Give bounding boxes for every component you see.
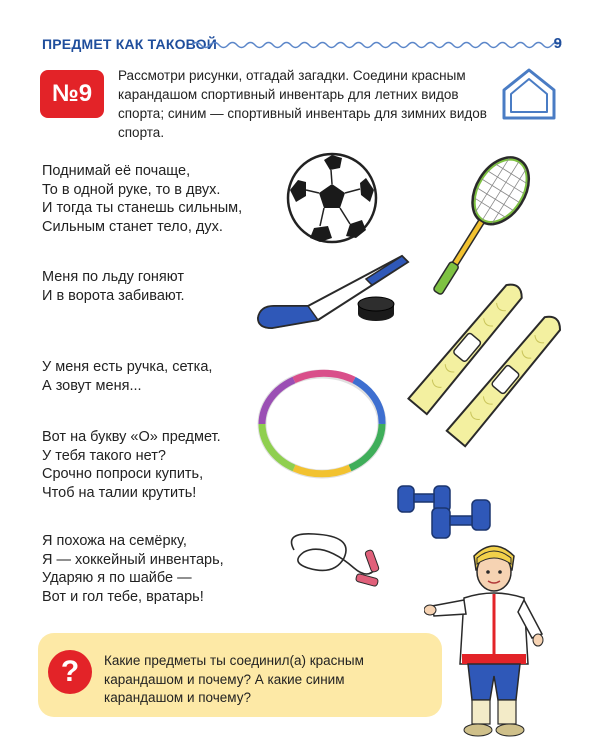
riddle-line: Вот и гол тебе, вратарь! [42,588,204,605]
riddle-line: Поднимай её почаще, [42,163,191,179]
riddle-line: И в ворота забивают. [42,287,185,304]
question-text [104,652,404,708]
riddle-line: Сильным станет тело, дух. [42,218,223,235]
riddle-line: У тебя такого нет? [42,447,166,464]
riddle-line: У меня есть ручка, сетка, [42,359,213,375]
riddle-dumbbell [42,162,282,236]
riddle-line: И тогда ты станешь сильным, [42,200,243,216]
riddle-hoop [42,428,282,502]
question-line: Какие предметы ты соединил(а) красным [104,653,364,668]
skis-image[interactable] [400,280,570,450]
riddle-hockey-stick [42,532,282,606]
riddle-line: Ударяю я по шайбе — [42,570,192,586]
question-icon: ? [48,650,92,694]
riddle-line: Я — хоккейный инвентарь, [42,551,224,568]
task-instruction: Рассмотри рисунки, отгадай загадки. Соедини красным карандашом спортивный инвентарь для летних видов спорта; синим — спортивный инвентарь для зимних видов спорта. [118,68,487,140]
hockey-stick-puck-image[interactable] [252,252,412,332]
question-line: карандашом и почему? [104,690,251,705]
riddle-line: Меня по льду гоняют [42,269,184,285]
page-header [42,34,562,56]
riddle-line: То в одной руке, то в двух. [42,181,221,198]
question-line: карандашом и почему? А какие синим [104,671,345,687]
wavy-line-decoration [192,40,562,50]
riddle-line: Срочно попроси купить, [42,466,204,482]
riddle-line: Вот на букву «О» предмет. [42,429,221,445]
riddle-line: А зовут меня... [42,377,142,394]
home-task-icon [498,66,560,122]
riddle-racket [42,358,282,395]
jump-rope-image[interactable] [284,528,394,600]
hula-hoop-image[interactable] [254,366,390,482]
dumbbells-image[interactable] [394,480,494,542]
page-number: 9 [553,35,562,52]
section-title: ПРЕДМЕТ КАК ТАКОВОЙ [42,36,217,52]
riddle-line: Чтоб на талии крутить! [42,484,197,501]
soccer-ball-image[interactable] [284,150,380,246]
riddle-puck [42,268,282,305]
task-number-badge: №9 [40,70,104,118]
boy-folk-costume-illustration [424,536,564,738]
riddle-line: Я похожа на семёрку, [42,533,187,549]
